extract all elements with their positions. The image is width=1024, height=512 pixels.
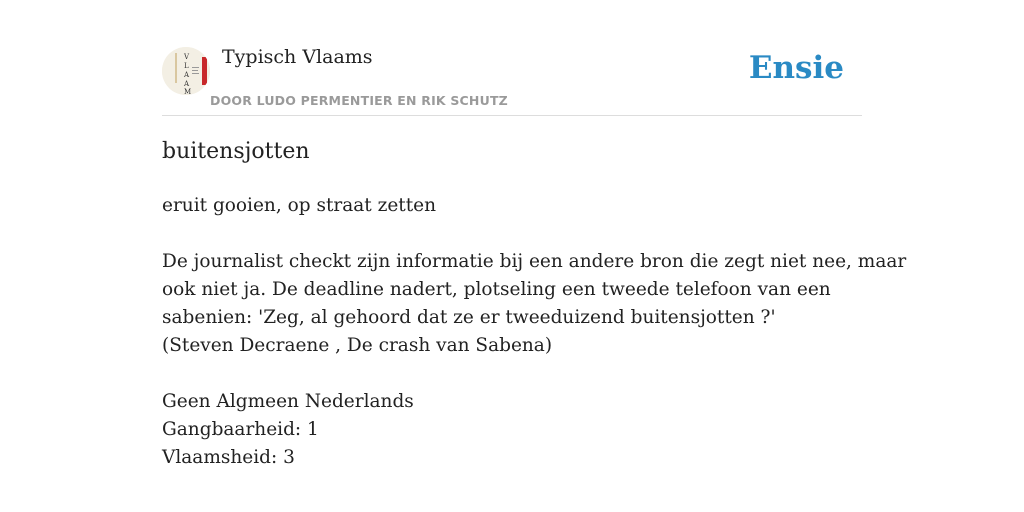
example-source: (Steven Decraene , De crash van Sabena) xyxy=(162,335,553,356)
header xyxy=(162,40,862,116)
blank-line xyxy=(162,220,862,248)
svg-text:A: A xyxy=(184,71,190,79)
book-title[interactable]: Typisch Vlaams xyxy=(222,46,373,68)
meta-gangbaarheid: Gangbaarheid: 1 xyxy=(162,419,319,440)
ensie-logo-link[interactable]: Ensie xyxy=(748,50,844,86)
svg-text:L: L xyxy=(184,62,189,70)
entry-body xyxy=(162,192,907,472)
entry-word: buitensjotten xyxy=(162,139,310,164)
svg-text:V: V xyxy=(184,53,190,61)
example-line: sabenien: 'Zeg, al gehoord dat ze er tweeduizend buitensjotten ?' xyxy=(162,307,776,328)
meta-language: Geen Algmeen Nederlands xyxy=(162,391,414,412)
book-cover-icon[interactable] xyxy=(162,47,210,95)
svg-text:A: A xyxy=(184,80,190,88)
entry-definition: eruit gooien, op straat zetten xyxy=(162,195,437,216)
blank-line xyxy=(162,360,862,388)
meta-vlaamsheid: Vlaamsheid: 3 xyxy=(162,447,295,468)
example-line: De journalist checkt zijn informatie bij een andere bron die zegt niet nee, maar xyxy=(162,251,907,272)
example-line: ook niet ja. De deadline nadert, plotseling een tweede telefoon van een xyxy=(162,279,831,300)
authors-byline: DOOR LUDO PERMENTIER EN RIK SCHUTZ xyxy=(210,93,508,108)
svg-text:M: M xyxy=(184,88,192,95)
